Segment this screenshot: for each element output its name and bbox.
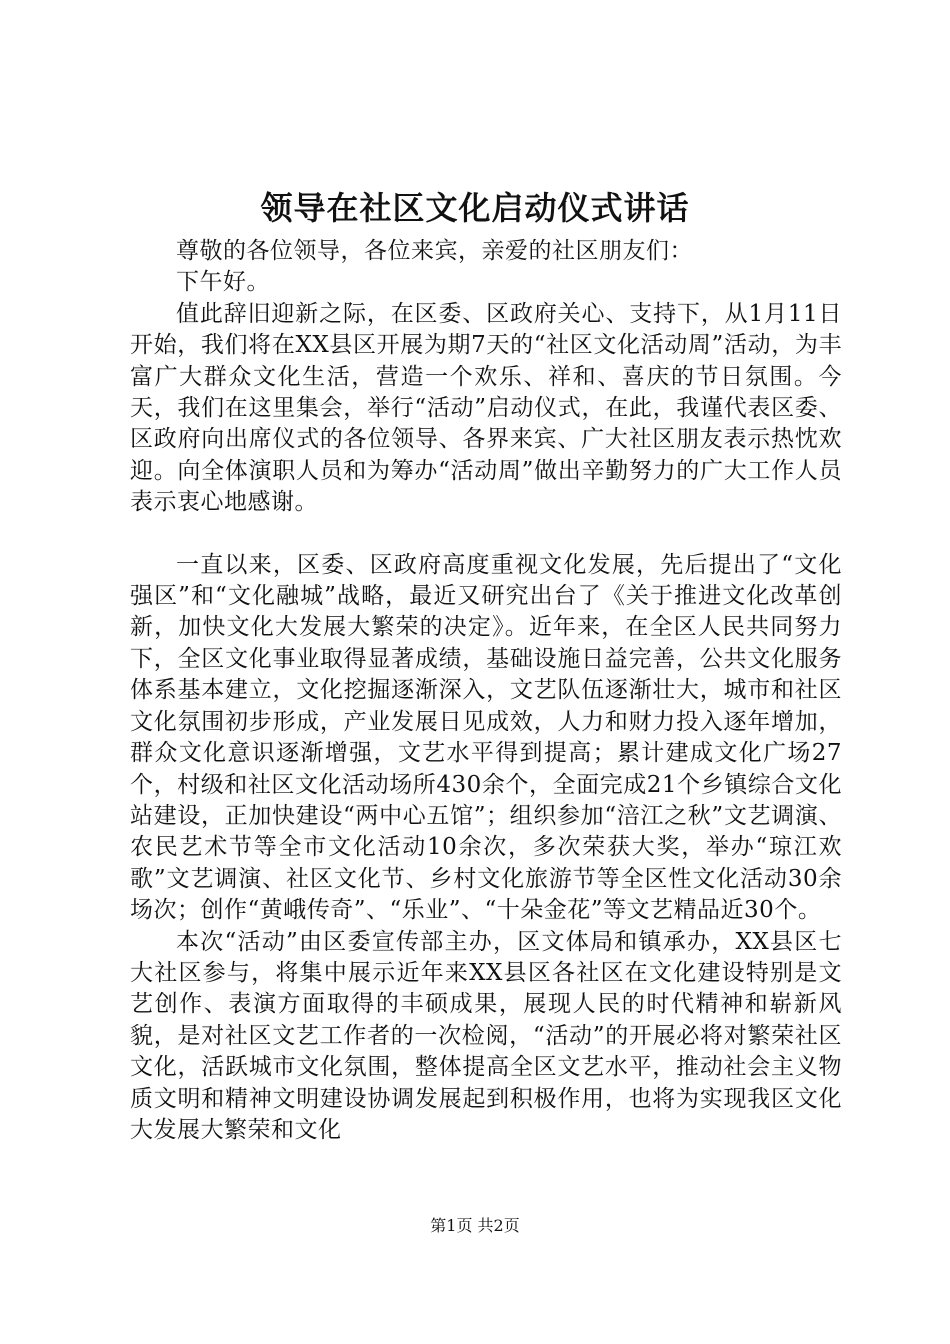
body-paragraph-3: 本次“活动”由区委宣传部主办，区文体局和镇承办，XX县区七大社区参与，将集中展示近年来XX县区各社区在文化建设特别是文艺创作、表演方面取得的丰硕成果，展现人民的时代精神和崭新风貌，是对社区文艺工作者的一次检阅，“活动”的开展必将对繁荣社区文化，活跃城市文化氛围，整体提高全区文艺水平，推动社会主义物质文明和精神文明建设协调发展起到积极作用，也将为实现我区文化大发展大繁荣和文化 <box>130 928 842 1143</box>
body-paragraph-1: 值此辞旧迎新之际，在区委、区政府关心、支持下，从1月11日开始，我们将在XX县区开展为期7天的“社区文化活动周”活动，为丰富广大群众文化生活，营造一个欢乐、祥和、喜庆的节日氛围。今天，我们在这里集会，举行“活动”启动仪式，在此，我谨代表区委、区政府向出席仪式的各位领导、各界来宾、广大社区朋友表示热忱欢迎。向全体演职人员和为筹办“活动周”做出辛勤努力的广大工作人员表示衷心地感谢。 <box>130 300 842 516</box>
page-indicator: 第1页 共2页 <box>430 1216 520 1235</box>
document-title: 领导在社区文化启动仪式讲话 <box>260 189 690 227</box>
body-paragraph-2: 一直以来，区委、区政府高度重视文化发展，先后提出了“文化强区”和“文化融城”战略，最近又研究出台了《关于推进文化改革创新，加快文化大发展大繁荣的决定》。近年来，在全区人民共同努力下，全区文化事业取得显著成绩，基础设施日益完善，公共文化服务体系基本建立，文化挖掘逐渐深入，文艺队伍逐渐壮大，城市和社区文化氛围初步形成，产业发展日见成效，人力和财力投入逐年增加，群众文化意识逐渐增强，文艺水平得到提高；累计建成文化广场27个，村级和社区文化活动场所430余个，全面完成21个乡镇综合文化站建设，正加快建设“两中心五馆”；组织参加“涪江之秋”文艺调演、农民艺术节等全市文化活动10余次，多次荣获大奖，举办“琼江欢歌”文艺调演、社区文化节、乡村文化旅游节等全区性文化活动30余场次；创作“黄峨传奇”、“乐业”、“十朵金花”等文艺精品近30个。 <box>130 551 842 924</box>
salutation-paragraph: 尊敬的各位领导，各位来宾，亲爱的社区朋友们： <box>176 238 693 264</box>
greeting-paragraph: 下午好。 <box>176 269 270 296</box>
document-body <box>130 236 842 1146</box>
